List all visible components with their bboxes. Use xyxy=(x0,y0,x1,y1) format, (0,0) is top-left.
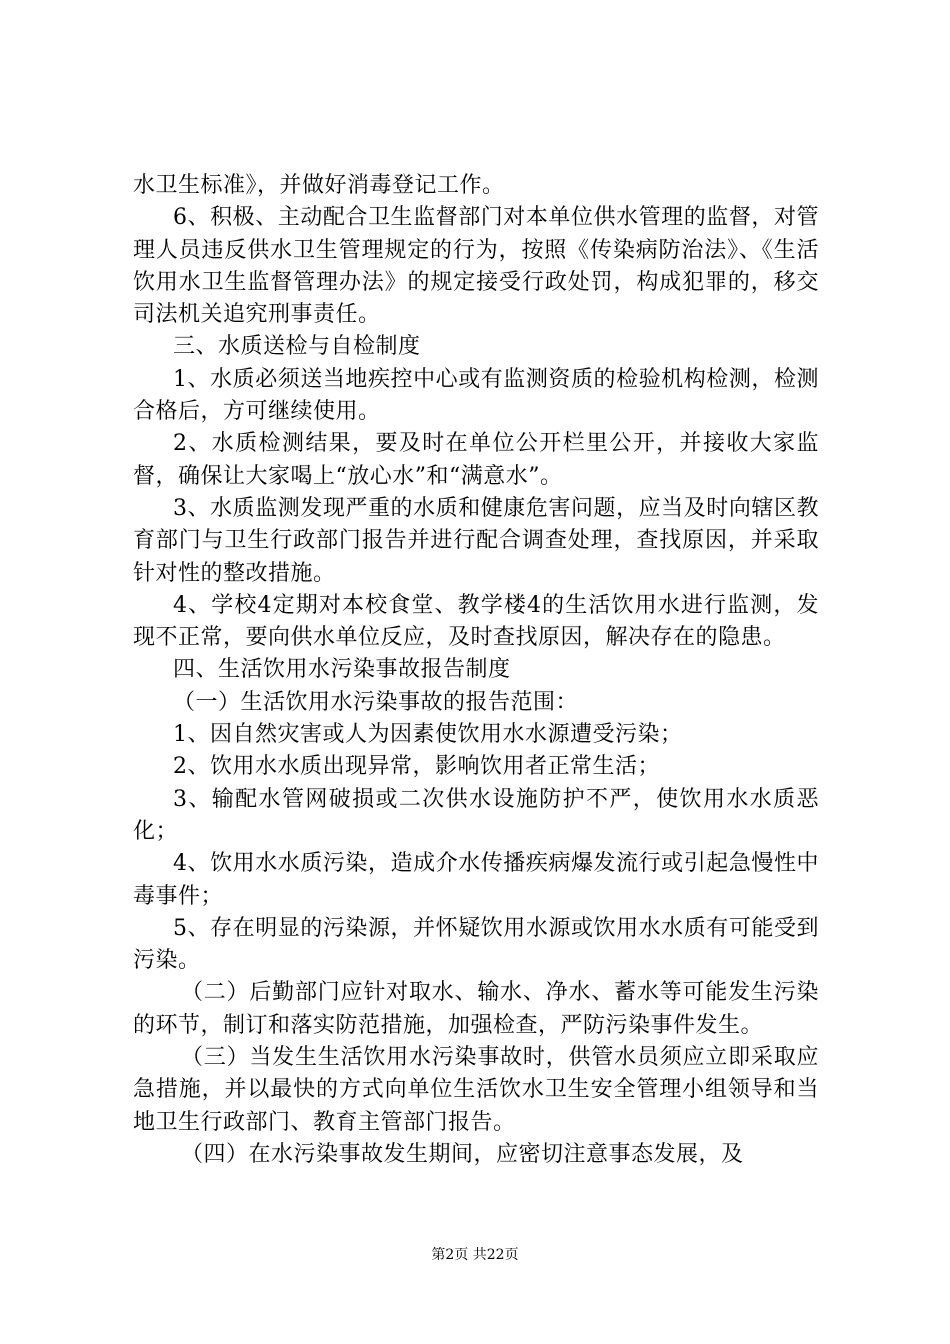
paragraph: （二）后勤部门应针对取水、输水、净水、蓄水等可能发生污染的环节，制订和落实防范措施，加强检查，严防污染事件发生。 xyxy=(133,980,819,1038)
paragraph: （三）当发生生活饮用水污染事故时，供管水员须应立即采取应急措施，并以最快的方式向单位生活饮水卫生安全管理小组领导和当地卫生行政部门、教育主管部门报告。 xyxy=(133,1045,819,1135)
paragraph: 4、学校4定期对本校食堂、教学楼4的生活饮用水进行监测，发现不正常，要向供水单位反应，及时查找原因，解决存在的隐患。 xyxy=(133,592,819,651)
paragraph: 2、水质检测结果，要及时在单位公开栏里公开，并接收大家监督，确保让大家喝上“放心水”和“满意水”。 xyxy=(133,431,819,489)
list-item: 4、饮用水水质污染，造成介水传播疾病爆发流行或引起急慢性中毒事件； xyxy=(133,851,819,909)
paragraph: 水卫生标准》，并做好消毒登记工作。 xyxy=(133,173,505,198)
page-number-label: 第2页 共22页 xyxy=(431,1247,519,1263)
paragraph: 1、水质必须送当地疾控中心或有监测资质的检验机构检测，检测合格后，方可继续使用。 xyxy=(133,366,819,425)
page-footer xyxy=(0,1244,950,1264)
list-item: 2、饮用水水质出现异常，影响饮用者正常生活； xyxy=(173,754,660,780)
document-body xyxy=(133,170,819,1171)
paragraph: 3、水质监测发现严重的水质和健康危害问题，应当及时向辖区教育部门与卫生行政部门报告并进行配合调查处理，查找原因，并采取针对性的整改措施。 xyxy=(133,495,819,586)
list-item: 3、输配水管网破损或二次供水设施防护不严，使饮用水水质恶化； xyxy=(133,786,819,844)
subsection-heading: （一）生活饮用水污染事故的报告范围： xyxy=(173,689,579,715)
list-item: 5、存在明显的污染源，并怀疑饮用水源或饮用水水质有可能受到污染。 xyxy=(133,915,819,974)
list-item: 1、因自然灾害或人为因素使饮用水水源遭受污染； xyxy=(173,722,683,748)
section-heading: 三、水质送检与自检制度 xyxy=(173,334,421,360)
paragraph: （四）在水污染事故发生期间，应密切注意事态发展，及 xyxy=(181,1141,744,1167)
paragraph: 6、积极、主动配合卫生监督部门对本单位供水管理的监督，对管理人员违反供水卫生管理规定的行为，按照《传染病防治法》、《生活饮用水卫生监督管理办法》的规定接受行政处罚，构成犯罪的，移交司法机关追究刑事责任。 xyxy=(133,205,819,328)
section-heading: 四、生活饮用水污染事故报告制度 xyxy=(173,657,511,683)
